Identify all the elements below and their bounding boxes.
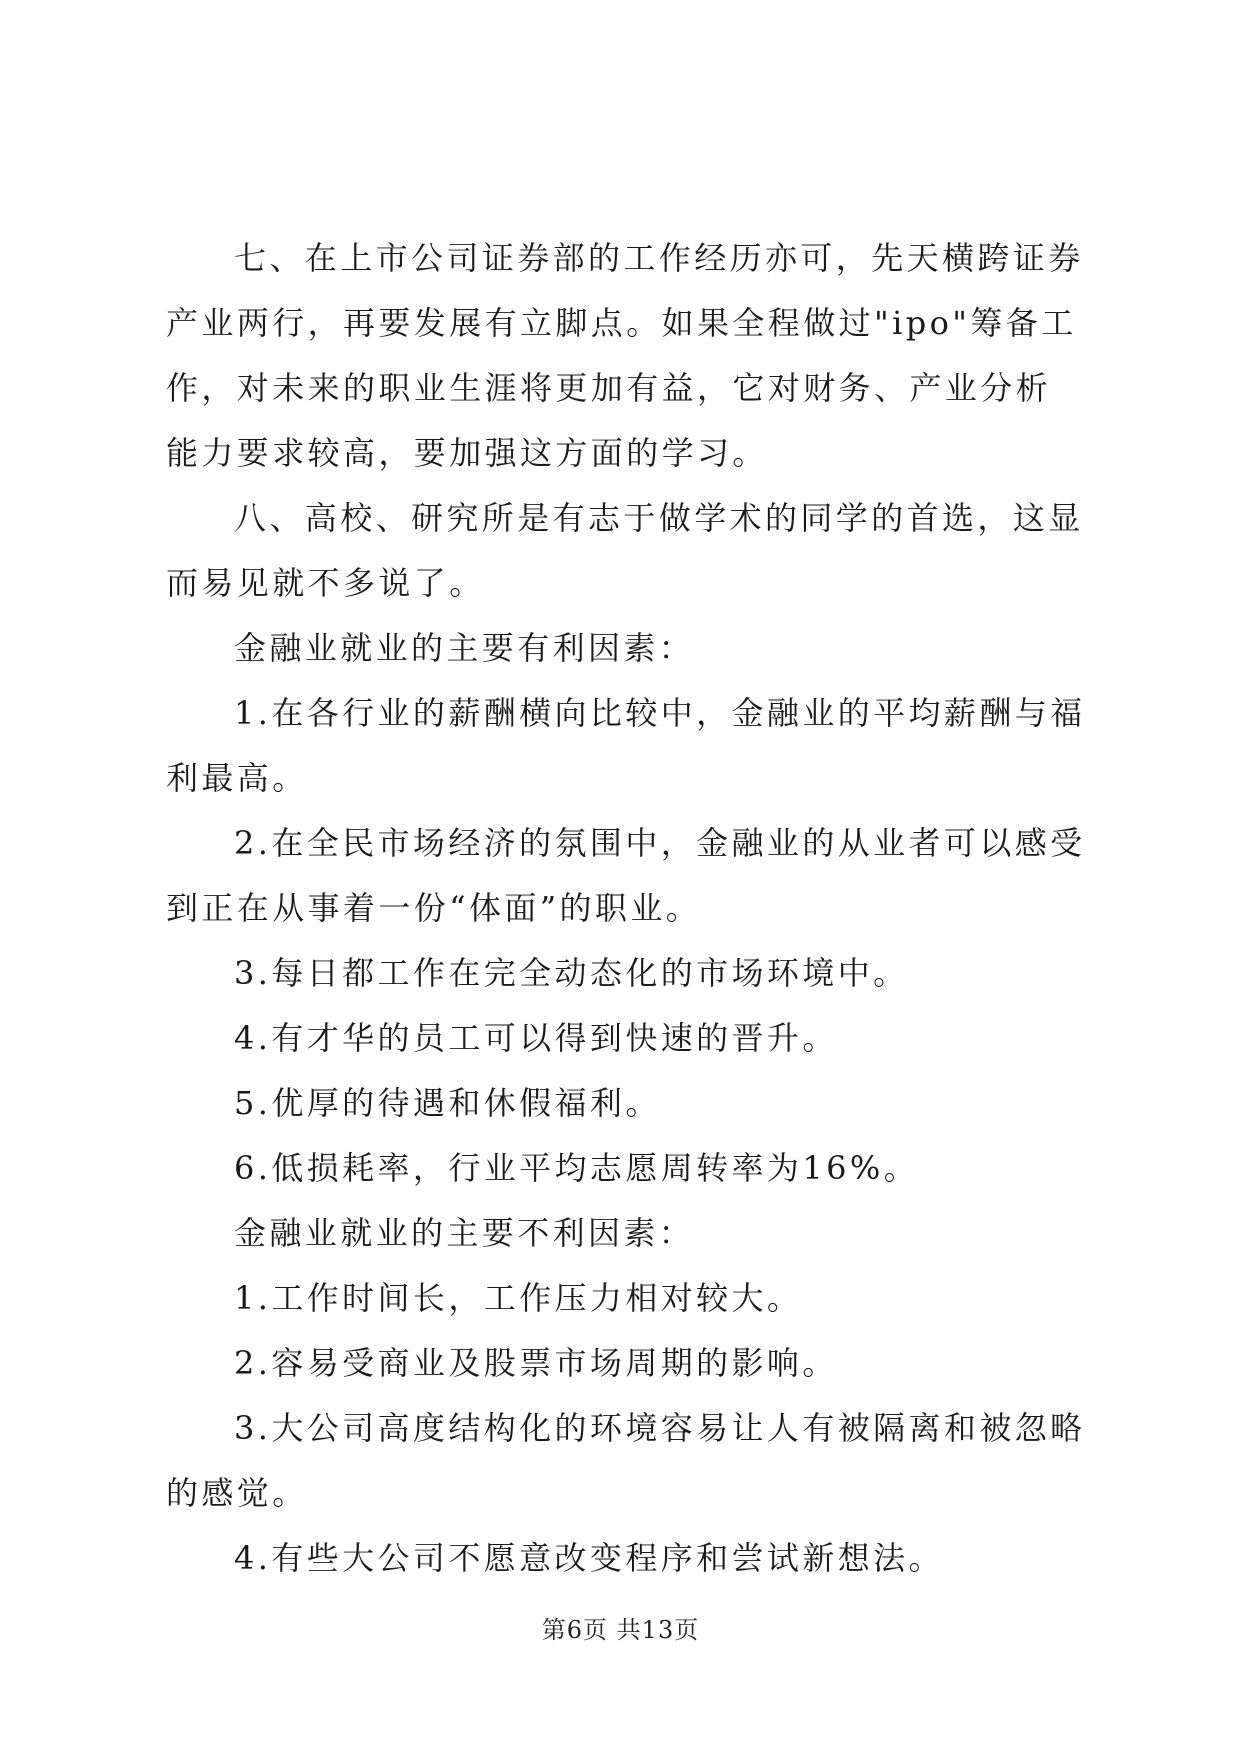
disadvantages-heading: 金融业就业的主要不利因素： (234, 1214, 695, 1252)
advantage-item-2: 2.在全民市场经济的氛围中，金融业的从业者可以感受到正在从事着一份“体面”的职业。 (166, 824, 1086, 927)
advantage-item-1: 1.在各行业的薪酬横向比较中，金融业的平均薪酬与福利最高。 (166, 694, 1086, 797)
disadvantage-item-2: 2.容易受商业及股票市场周期的影响。 (234, 1344, 838, 1382)
disadvantage-item-1: 1.工作时间长，工作压力相对较大。 (234, 1279, 803, 1317)
advantage-item-4: 4.有才华的员工可以得到快速的晋升。 (234, 1019, 838, 1057)
advantages-heading: 金融业就业的主要有利因素： (234, 629, 695, 667)
page-footer (0, 1610, 1241, 1645)
paragraph-7-securities-dept: 七、在上市公司证券部的工作经历亦可，先天横跨证券产业两行，再要发展有立脚点。如果全程做过"ipo"筹备工作，对未来的职业生涯将更加有益，它对财务、产业分析能力要求较高，要加强这方面的学习。 (166, 239, 1084, 472)
advantage-item-6: 6.低损耗率，行业平均志愿周转率为16%。 (234, 1149, 920, 1187)
advantage-item-5: 5.优厚的待遇和休假福利。 (234, 1084, 661, 1122)
page-number-label: 第6页 共13页 (541, 1616, 700, 1644)
disadvantage-item-4: 4.有些大公司不愿意改变程序和尝试新想法。 (234, 1539, 944, 1577)
document-body (166, 226, 1086, 1591)
paragraph-8-universities: 八、高校、研究所是有志于做学术的同学的首选，这显而易见就不多说了。 (166, 499, 1084, 602)
advantage-item-3: 3.每日都工作在完全动态化的市场环境中。 (234, 954, 909, 992)
disadvantage-item-3: 3.大公司高度结构化的环境容易让人有被隔离和被忽略的感觉。 (166, 1409, 1086, 1512)
